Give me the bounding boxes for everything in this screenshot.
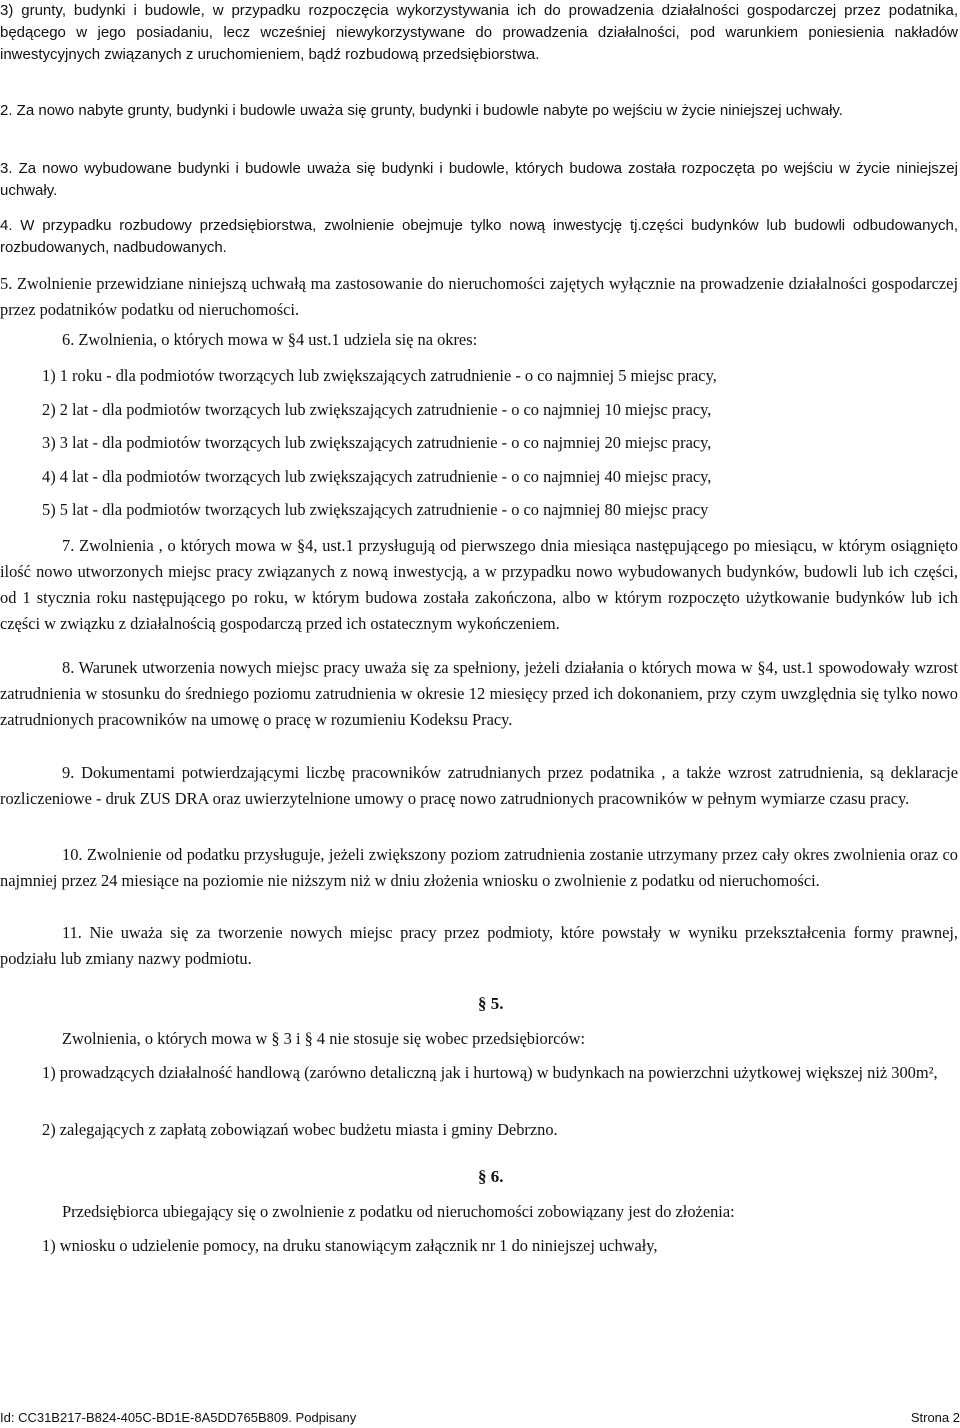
section-10-paragraph: 10. Zwolnienie od podatku przysługuje, jeżeli zwiększony poziom zatrudnienia zostanie utrzymany przez cały okres zwolnienia oraz co najmniej przez 24 miesiące na poziomie nie niższym niż w dniu złożenia wniosku o zwolnienie z podatku od nieruchomości. [0, 845, 958, 890]
document-id: Id: CC31B217-B824-405C-BD1E-8A5DD765B809. Podpisany [0, 1410, 357, 1425]
page-footer [0, 1408, 960, 1428]
section-5-intro: Zwolnienia, o których mowa w § 3 i § 4 nie stosuje się wobec przedsiębiorców: [62, 1029, 586, 1048]
list-item: 3) 3 lat - dla podmiotów tworzących lub zwiększających zatrudnienie - o co najmniej 20 miejsc pracy, [42, 433, 712, 452]
section-11-paragraph: 11. Nie uważa się za tworzenie nowych miejsc pracy przez podmioty, które powstały w wyniku przekształcenia formy prawnej, podziału lub zmiany nazwy podmiotu. [0, 923, 958, 968]
page-number: Strona 2 [910, 1410, 960, 1425]
section-7-paragraph: 7. Zwolnienia , o których mowa w §4, ust.1 przysługują od pierwszego dnia miesiąca następującego po miesiącu, w którym osiągnięto ilość nowo utworzonych miejsc pracy związanych z nową inwestycją, a w przypadku nowo wybudowanych budynków, budowli lub ich części, od 1 stycznia roku następującego po roku, w którym budowa została zakończona, albo w którym rozpoczęto użytkowanie budynków lub ich części w związku z działalnością gospodarczą przed ich ostatecznym wykończeniem. [0, 536, 958, 633]
list-item: 4) 4 lat - dla podmiotów tworzących lub zwiększających zatrudnienie - o co najmniej 40 miejsc pracy, [42, 467, 712, 486]
section-4-paragraph: 4. W przypadku rozbudowy przedsiębiorstwa, zwolnienie obejmuje tylko nową inwestycję tj.części budynków lub budowli odbudowanych, rozbudowanych, nadbudowanych. [0, 217, 958, 256]
section-2-paragraph: 2. Za nowo nabyte grunty, budynki i budowle uważa się grunty, budynki i budowle nabyte po wejściu w życie niniejszej uchwały. [0, 102, 843, 119]
list-item: 2) zalegających z zapłatą zobowiązań wobec budżetu miasta i gminy Debrzno. [42, 1120, 558, 1139]
list-item: 2) 2 lat - dla podmiotów tworzących lub zwiększających zatrudnienie - o co najmniej 10 miejsc pracy, [42, 400, 712, 419]
section-heading-6: § 6. [478, 1167, 504, 1186]
list-item: 5) 5 lat - dla podmiotów tworzących lub zwiększających zatrudnienie - o co najmniej 80 miejsc pracy [42, 500, 709, 519]
section-9-paragraph: 9. Dokumentami potwierdzającymi liczbę pracowników zatrudnianych przez podatnika , a także wzrost zatrudnienia, są deklaracje rozliczeniowe - druk ZUS DRA oraz uwierzytelnione umowy o pracę nowo zatrudnionych pracowników w pełnym wymiarze czasu pracy. [0, 763, 958, 808]
section-6-intro: Przedsiębiorca ubiegający się o zwolnienie z podatku od nieruchomości zobowiązany jest do złożenia: [62, 1202, 735, 1221]
list-item: 1) 1 roku - dla podmiotów tworzących lub zwiększających zatrudnienie - o co najmniej 5 miejsc pracy, [42, 366, 717, 385]
section-3-paragraph: 3. Za nowo wybudowane budynki i budowle uważa się budynki i budowle, których budowa została rozpoczęta po wejściu w życie niniejszej uchwały. [0, 160, 958, 199]
section-5-paragraph: 5. Zwolnienie przewidziane niniejszą uchwałą ma zastosowanie do nieruchomości zajętych wyłącznie na prowadzenie działalności gospodarczej przez podatników podatku od nieruchomości. [0, 274, 958, 319]
list-item: 1) prowadzących działalność handlową (zarówno detaliczną jak i hurtową) w budynkach na powierzchni użytkowej większej niż 300m², [42, 1063, 938, 1082]
section-8-paragraph: 8. Warunek utworzenia nowych miejsc pracy uważa się za spełniony, jeżeli działania o których mowa w §4, ust.1 spowodowały wzrost zatrudnienia w stosunku do średniego poziomu zatrudnienia w okresie 12 miesięcy przed ich dokonaniem, przy czym uwzględnia się tylko nowo zatrudnionych pracowników na umowę o pracę w rozumieniu Kodeksu Pracy. [0, 658, 958, 729]
section-heading-5: § 5. [478, 994, 504, 1013]
point-3-paragraph: 3) grunty, budynki i budowle, w przypadku rozpoczęcia wykorzystywania ich do prowadzenia działalności gospodarczej przez podatnika, będącego w jego posiadaniu, lecz wcześniej niewykorzystywane do prowadzenia działalności, pod warunkiem poniesienia nakładów inwestycyjnych związanych z uruchomieniem, bądź rozbudową przedsiębiorstwa. [0, 2, 958, 63]
list-item: 1) wniosku o udzielenie pomocy, na druku stanowiącym załącznik nr 1 do niniejszej uchwały, [42, 1236, 658, 1255]
section-6-paragraph: 6. Zwolnienia, o których mowa w §4 ust.1 udziela się na okres: [62, 330, 478, 349]
